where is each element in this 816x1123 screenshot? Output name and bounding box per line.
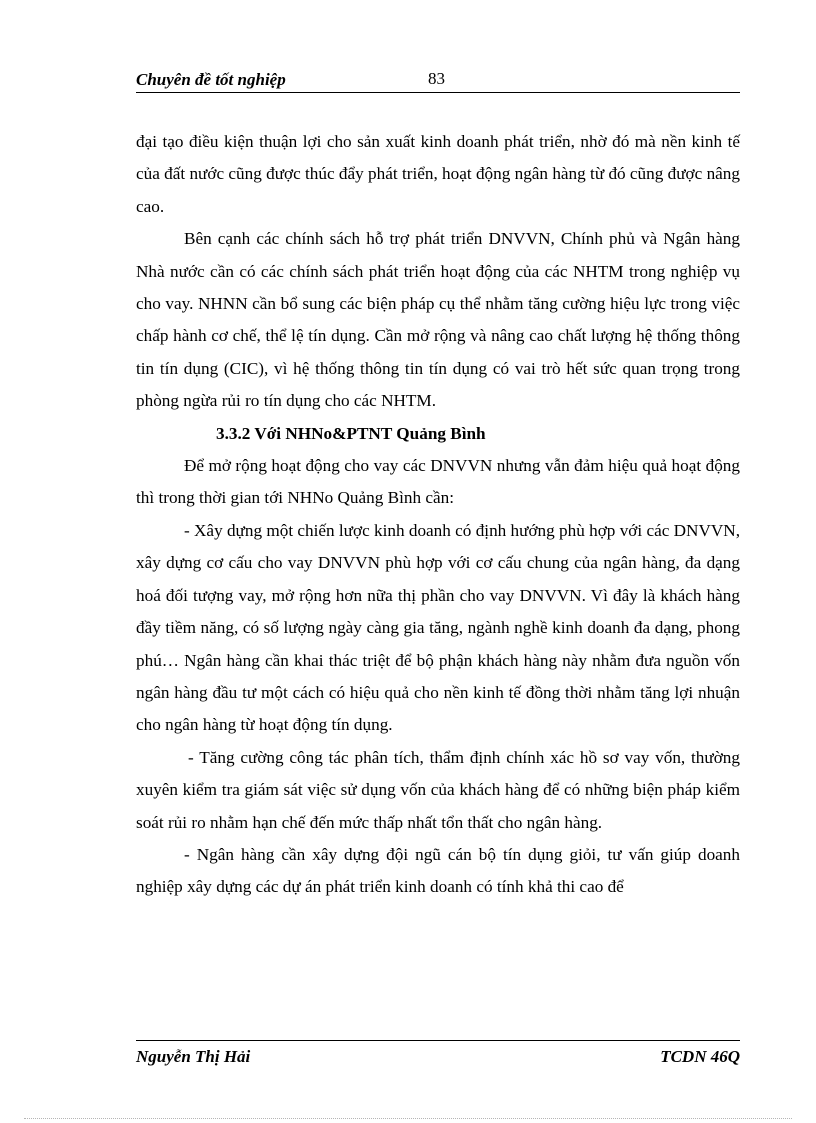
- paragraph: - Ngân hàng cần xây dựng đội ngũ cán bộ tín dụng giỏi, tư vấn giúp doanh nghiệp xây dựng các dự án phát triển kinh doanh có tính khả thi cao để: [136, 844, 740, 897]
- class-code: TCDN 46Q: [660, 1047, 740, 1066]
- page-header: [136, 66, 740, 93]
- page-footer: [136, 1040, 740, 1071]
- page-number: 83: [428, 69, 445, 88]
- document-title: Chuyên đề tốt nghiệp: [136, 70, 286, 89]
- paragraph: Bên cạnh các chính sách hỗ trợ phát triển DNVVN, Chính phủ và Ngân hàng Nhà nước cần có các chính sách phát triển hoạt động của các NHTM trong nghiệp vụ cho vay. NHNN cần bổ sung các biện pháp cụ thể nhằm tăng cường hiệu lực trong việc chấp hành cơ chế, thể lệ tín dụng. Cần mở rộng và nâng cao chất lượng hệ thống thông tin tín dụng (CIC), vì hệ thống thông tin tín dụng có vai trò hết sức quan trọng trong phòng ngừa rủi ro tín dụng cho các NHTM.: [136, 229, 740, 411]
- page-edge-divider: [24, 1118, 792, 1119]
- section-heading: 3.3.2 Với NHNo&PTNT Quảng Bình: [216, 423, 486, 443]
- author-name: Nguyễn Thị Hải: [136, 1047, 251, 1066]
- paragraph: - Tăng cường công tác phân tích, thẩm định chính xác hồ sơ vay vốn, thường xuyên kiểm tra giám sát việc sử dụng vốn của khách hàng để có những biện pháp kiểm soát rủi ro nhằm hạn chế đến mức thấp nhất tổn thất cho ngân hàng.: [136, 747, 740, 832]
- paragraph: - Xây dựng một chiến lược kinh doanh có định hướng phù hợp với các DNVVN, xây dựng cơ cấu cho vay DNVVN phù hợp với cơ cấu chung của ngân hàng, đa dạng hoá đối tượng vay, mở rộng hơn nữa thị phần cho vay DNVVN. Vì đây là khách hàng đầy tiềm năng, có số lượng ngày càng gia tăng, ngành nghề kinh doanh đa dạng, phong phú… Ngân hàng cần khai thác triệt để bộ phận khách hàng này nhằm đưa nguồn vốn ngân hàng đầu tư một cách có hiệu quả cho nền kinh tế đồng thời nhằm tăng lợi nhuận cho ngân hàng từ hoạt động tín dụng.: [136, 520, 740, 735]
- paragraph: Để mở rộng hoạt động cho vay các DNVVN nhưng vẫn đảm hiệu quả hoạt động thì trong thời gian tới NHNo Quảng Bình cần:: [136, 456, 740, 508]
- paragraph: đại tạo điều kiện thuận lợi cho sản xuất kinh doanh phát triển, nhờ đó mà nền kinh tế của đất nước cũng được thúc đẩy phát triển, hoạt động ngân hàng từ đó cũng được nâng cao.: [136, 132, 740, 216]
- body-text: [136, 126, 740, 904]
